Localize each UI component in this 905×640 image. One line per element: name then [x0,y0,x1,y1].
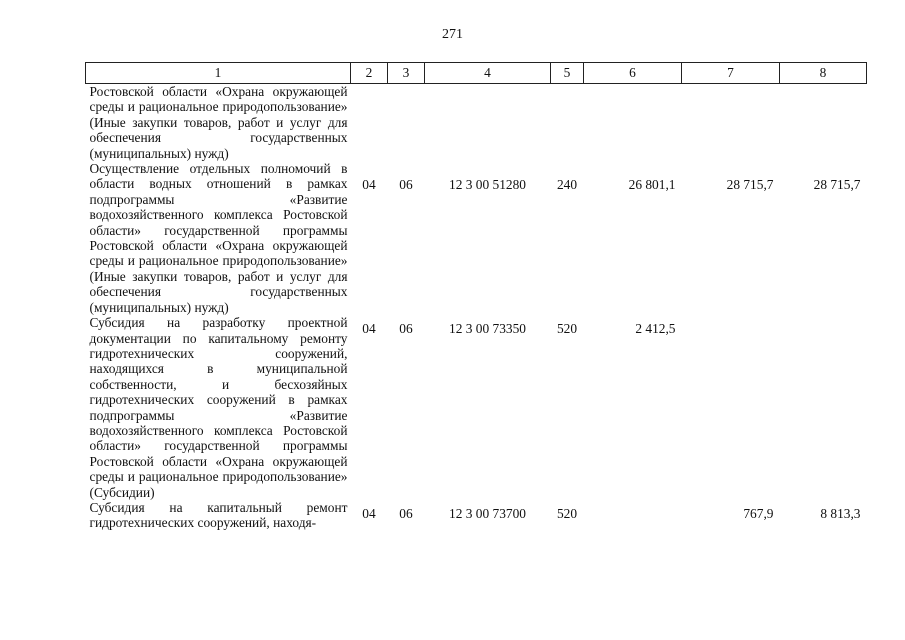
row-section: 04 [362,505,376,521]
row-expense-type: 240 [556,177,578,193]
row-amount-1: 26 801,1 [628,177,676,193]
row-amount-2: 767,9 [743,505,774,521]
row-amount-1 [584,84,682,162]
row-description: Осуществление отдельных полномочий в области водных отношений в рамках подпрограммы «Развитие водохозяйственного комплекса Ростовской области» государственной программы Ростовской области «Охрана окружающей среды и рациональное природопользование» (Иные закупки товаров, работ и услуг для обеспечения государственных (муниципальных) нужд) [89,161,348,315]
row-amount-3: 28 715,7 [813,177,861,193]
page-number: 271 [442,27,463,42]
row-subsection: 06 [399,177,413,193]
row-target-code [425,84,551,162]
column-header: 1 [86,63,351,84]
row-expense-type: 520 [556,505,578,521]
header-row [86,63,867,84]
row-target-code: 12 3 00 73700 [449,505,526,521]
column-header: 6 [584,63,682,84]
row-amount-2 [682,315,780,500]
column-header: 5 [551,63,584,84]
table-row [86,161,867,315]
row-subsection: 06 [399,505,413,521]
row-description: Субсидия на капитальный ремонт гидротехнических сооружений, находя- [89,499,348,531]
row-expense-type [551,84,584,162]
row-amount-3 [780,315,867,500]
row-subsection: 06 [399,321,413,337]
row-amount-1 [584,500,682,531]
row-expense-type: 520 [556,321,578,337]
table-row [86,500,867,531]
column-header: 3 [388,63,425,84]
table-row [86,315,867,500]
row-amount-3 [780,84,867,162]
row-section [351,84,388,162]
row-section: 04 [362,321,376,337]
row-target-code: 12 3 00 73350 [449,321,526,337]
row-target-code: 12 3 00 51280 [449,177,526,193]
table-row [86,84,867,162]
column-header: 8 [780,63,867,84]
row-amount-2: 28 715,7 [726,177,774,193]
row-section: 04 [362,177,376,193]
budget-table [85,62,867,531]
row-subsection [388,84,425,162]
row-amount-1: 2 412,5 [635,321,676,337]
column-header: 7 [682,63,780,84]
row-description: Ростовской области «Охрана окружающей среды и рациональное природопользование» (Иные закупки товаров, работ и услуг для обеспечения государственных (муниципальных) нужд) [89,84,348,161]
row-amount-2 [682,84,780,162]
row-description: Субсидия на разработку проектной документации по капитальному ремонту гидротехнических сооружений, находящихся в муниципальной собственности, и бесхозяйных гидротехнических сооружений в рамках подпрограммы «Развитие водохозяйственного комплекса Ростовской области» государственной программы Ростовской области «Охрана окружающей среды и рациональное природопользование» (Субсидии) [89,315,348,500]
column-header: 2 [351,63,388,84]
row-amount-3: 8 813,3 [820,505,861,521]
column-header: 4 [425,63,551,84]
